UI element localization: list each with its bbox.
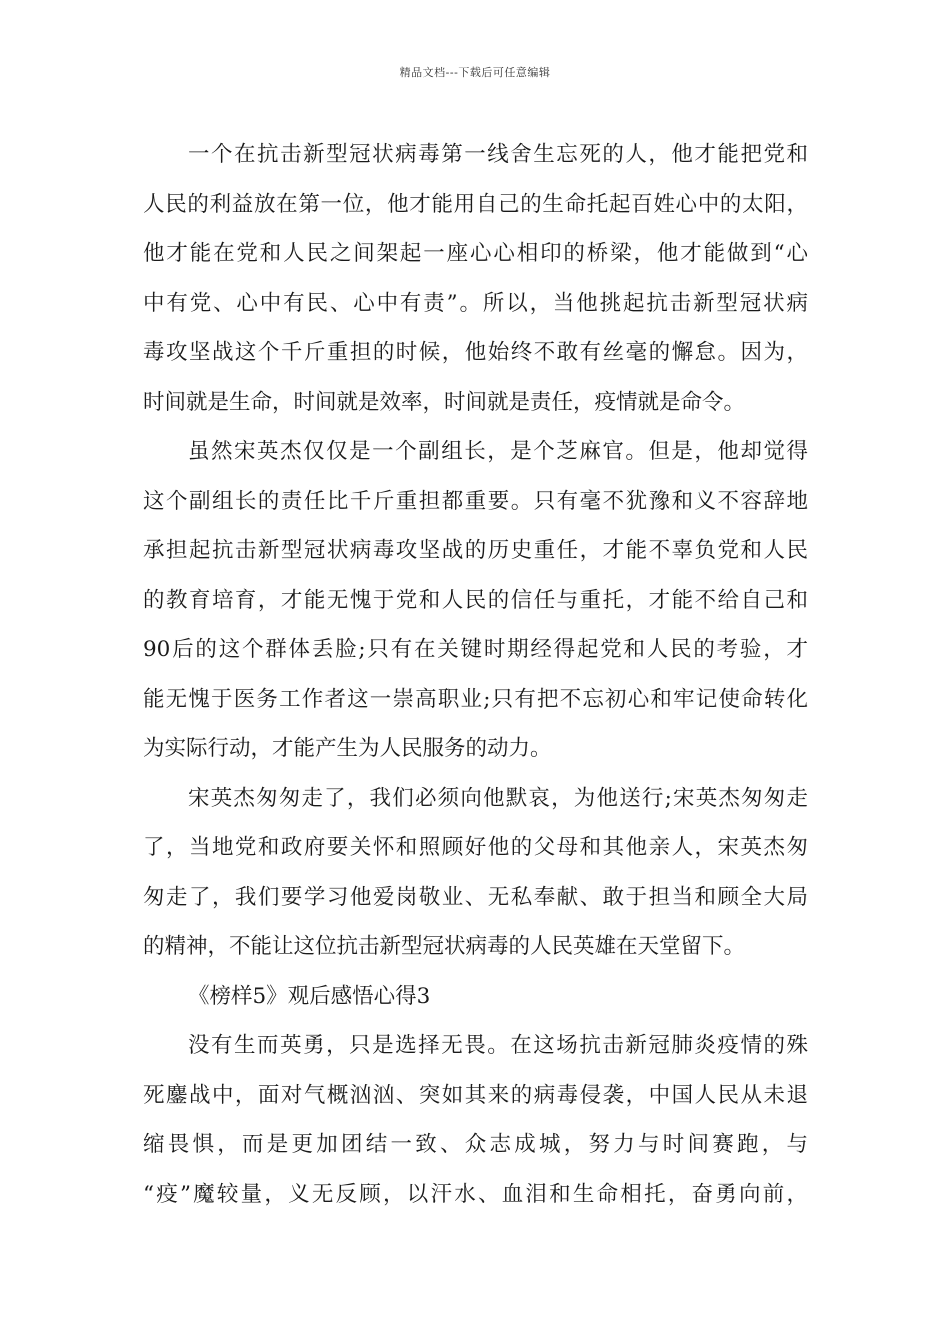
paragraph-line: 的精神，不能让这位抗击新型冠状病毒的人民英雄在天堂留下。 [143, 934, 746, 959]
paragraph-line: 人民的利益放在第一位，他才能用自己的生命托起百姓心中的太阳， [143, 191, 808, 217]
paragraph-line: 为实际行动，才能产生为人民服务的动力。 [143, 736, 552, 761]
paragraph-line: “疫”魔较量，义无反顾，以汗水、血泪和生命相托，奋勇向前， [143, 1181, 808, 1207]
document-body [143, 130, 808, 1219]
paragraph-line: 一个在抗击新型冠状病毒第一线舍生忘死的人，他才能把党和 [188, 142, 808, 167]
paragraph-line: 他才能在党和人民之间架起一座心心相印的桥梁，他才能做到“心 [143, 241, 808, 266]
paragraph-line: 没有生而英勇，只是选择无畏。在这场抗击新冠肺炎疫情的殊 [188, 1033, 808, 1058]
paragraph-line: 能无愧于医务工作者这一崇高职业;只有把不忘初心和牢记使命转化 [143, 686, 808, 712]
paragraph-line: 这个副组长的责任比千斤重担都重要。只有毫不犹豫和义不容辞地 [143, 488, 808, 514]
paragraph-line: 时间就是生命，时间就是效率，时间就是责任，疫情就是命令。 [143, 389, 746, 415]
page-header: 精品文档---下载后可任意编辑 [399, 66, 551, 79]
paragraph-line: 90后的这个群体丢脸;只有在关键时期经得起党和人民的考验，才 [143, 637, 808, 662]
paragraph-line: 缩畏惧，而是更加团结一致、众志成城，努力与时间赛跑，与 [143, 1132, 808, 1157]
paragraph-line: 死鏖战中，面对气概汹汹、突如其来的病毒侵袭，中国人民从未退 [143, 1082, 808, 1108]
paragraph-line: 匆走了，我们要学习他爱岗敬业、无私奉献、敢于担当和顾全大局 [143, 884, 808, 910]
paragraph-line: 的教育培育，才能无愧于党和人民的信任与重托，才能不给自己和 [143, 587, 808, 613]
paragraph-line: 了，当地党和政府要关怀和照顾好他的父母和其他亲人，宋英杰匆 [143, 835, 808, 860]
paragraph-line: 宋英杰匆匆走了，我们必须向他默哀，为他送行;宋英杰匆匆走 [188, 785, 808, 811]
paragraph-line: 虽然宋英杰仅仅是一个副组长，是个芝麻官。但是，他却觉得 [188, 439, 808, 464]
paragraph-line: 承担起抗击新型冠状病毒攻坚战的历史重任，才能不辜负党和人民 [143, 538, 808, 563]
paragraph-line: 毒攻坚战这个千斤重担的时候，他始终不敢有丝毫的懈怠。因为， [143, 340, 808, 365]
section-heading: 《榜样5》观后感悟心得3 [188, 983, 431, 1009]
paragraph-line: 中有党、心中有民、心中有责”。所以，当他挑起抗击新型冠状病 [143, 290, 808, 316]
